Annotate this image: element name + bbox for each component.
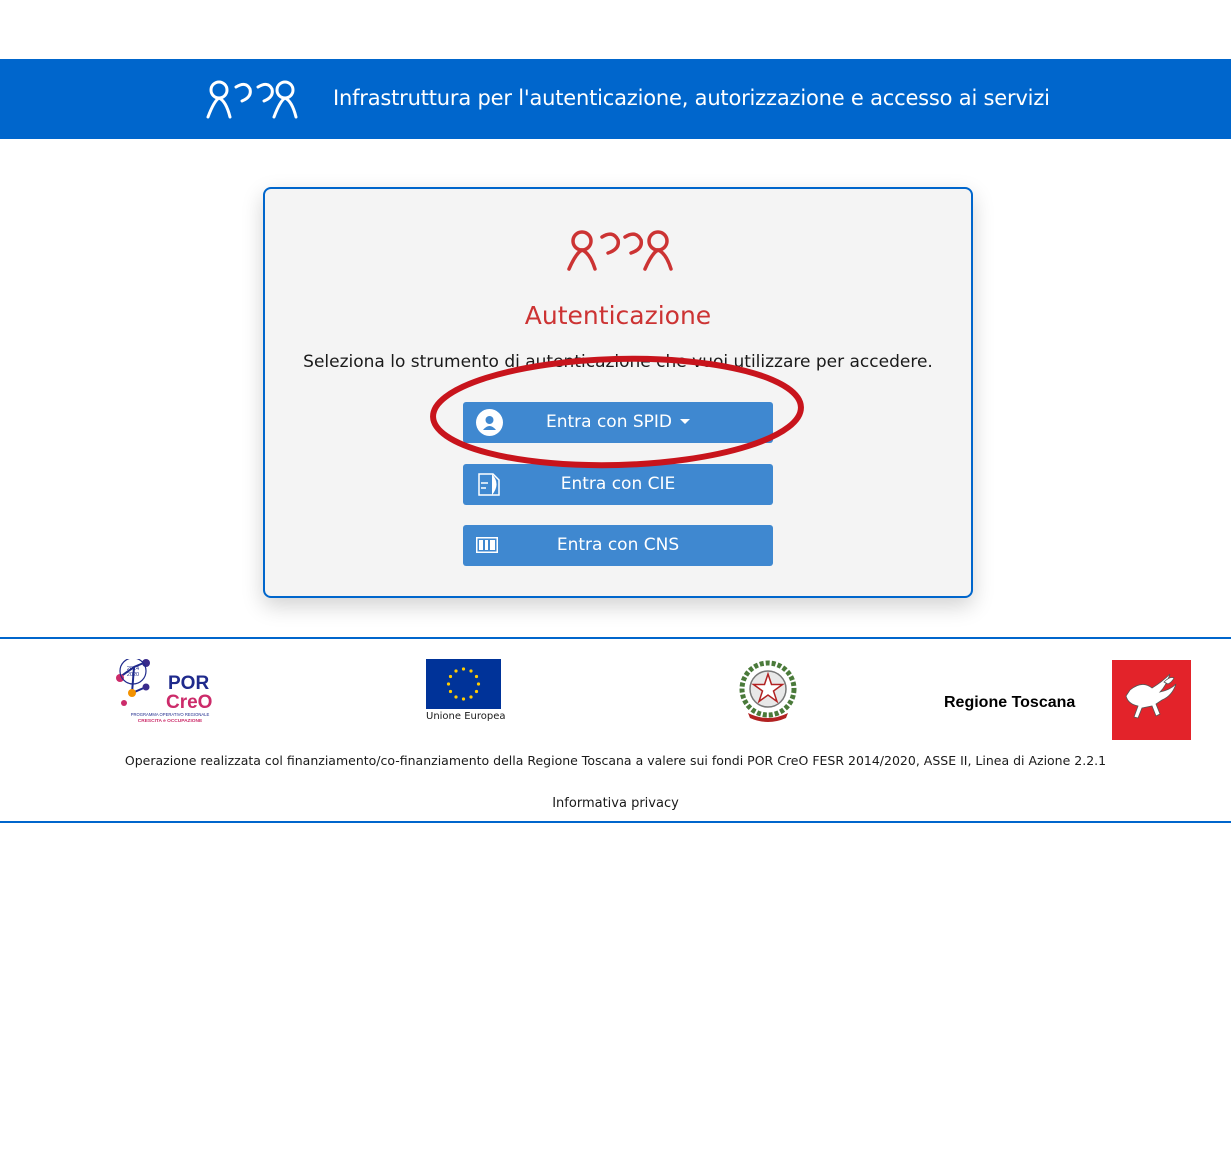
eu-flag-icon (426, 659, 501, 709)
funding-disclaimer: Operazione realizzata col finanziamento/co-finanziamento della Regione Toscana a valere sui fondi POR CreO FESR 2014/2020, ASSE II, Linea di Azione 2.2.1 (124, 753, 1107, 768)
spid-button-label: Entra con SPID (545, 412, 673, 432)
caret-down-icon (680, 419, 690, 424)
login-cns-button[interactable] (463, 525, 773, 566)
login-cie-button[interactable] (463, 464, 773, 505)
header-title: Infrastruttura per l'autenticazione, autorizzazione e accesso ai servizi (333, 86, 1050, 110)
regione-toscana-label: Regione Toscana (944, 694, 1076, 711)
cns-button-label: Entra con CNS (556, 535, 680, 555)
por-creo-years-top: 2014 (126, 666, 140, 672)
arpa-logo-red (567, 229, 673, 271)
cie-button-label: Entra con CIE (560, 474, 676, 494)
arpa-logo (206, 79, 298, 119)
por-creo-line-2: CRESCITA e OCCUPAZIONE (137, 719, 203, 724)
top-header (0, 59, 1231, 139)
login-spid-button[interactable] (463, 402, 773, 443)
authentication-card (263, 187, 973, 598)
footer-top-divider (0, 637, 1231, 639)
por-creo-sub-text: CreO (166, 692, 213, 713)
card-subtitle: Seleziona lo strumento di autenticazione che vuoi utilizzare per accedere. (303, 352, 933, 372)
card-title: Autenticazione (524, 301, 712, 330)
por-creo-logo (116, 659, 222, 725)
regione-toscana-pegasus-logo (1112, 660, 1191, 740)
european-union-logo (426, 659, 506, 725)
por-creo-main-text: POR (168, 673, 210, 694)
eu-label: Unione Europea (426, 711, 506, 722)
por-creo-line-1: PROGRAMMA OPERATIVO REGIONALE (130, 712, 210, 717)
emblem-of-italy-icon (738, 659, 798, 723)
por-creo-years-bottom: 2020 (126, 672, 140, 678)
footer-bottom-divider (0, 821, 1231, 823)
privacy-policy-link[interactable]: Informativa privacy (552, 796, 679, 811)
